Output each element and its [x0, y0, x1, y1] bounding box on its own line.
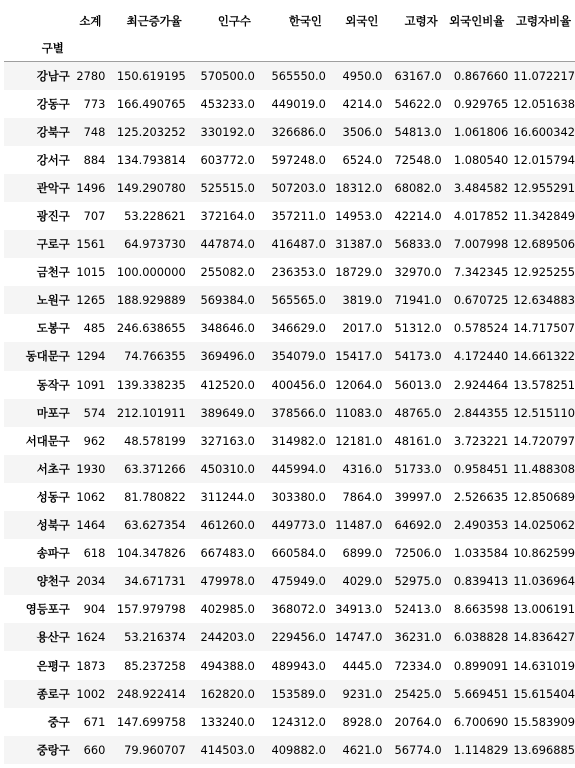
- table-row: [4, 623, 575, 651]
- table-row: [4, 146, 575, 174]
- table-cell: 525515.0: [200, 180, 255, 195]
- table-body: [4, 62, 575, 764]
- row-index-label: 송파구: [36, 546, 70, 561]
- table-cell: 1265: [76, 293, 106, 308]
- table-cell: 7.007998: [453, 237, 509, 252]
- table-cell: 14.661322: [513, 349, 575, 364]
- column-header-row: [4, 6, 575, 35]
- table-cell: 14.720797: [513, 433, 575, 448]
- table-cell: 4445.0: [342, 658, 383, 673]
- table-cell: 9231.0: [342, 686, 383, 701]
- table-cell: 72548.0: [394, 152, 442, 167]
- row-index-label: 서초구: [36, 461, 70, 476]
- table-cell: 52413.0: [394, 602, 442, 617]
- table-cell: 389649.0: [200, 405, 255, 420]
- table-row: [4, 455, 575, 483]
- column-header: 외국인: [345, 13, 379, 28]
- table-cell: 134.793814: [116, 152, 186, 167]
- row-index-label: 관악구: [36, 180, 70, 195]
- table-cell: 671: [83, 714, 106, 729]
- row-index-label: 노원구: [36, 293, 70, 308]
- table-cell: 4.172440: [453, 349, 509, 364]
- table-cell: 904: [83, 602, 106, 617]
- table-cell: 565550.0: [271, 68, 326, 83]
- table-cell: 56013.0: [394, 377, 442, 392]
- table-cell: 479978.0: [200, 574, 255, 589]
- row-index-label: 금천구: [36, 265, 70, 280]
- table-cell: 660: [83, 742, 106, 757]
- row-index-label: 강남구: [36, 68, 70, 83]
- table-row: [4, 651, 575, 679]
- table-cell: 133240.0: [200, 714, 255, 729]
- index-name-filler: [382, 35, 441, 62]
- dataframe-table: [4, 6, 575, 764]
- table-row: [4, 90, 575, 118]
- table-cell: 2.844355: [453, 405, 509, 420]
- index-name-filler: [255, 35, 326, 62]
- table-cell: 369496.0: [200, 349, 255, 364]
- table-cell: 2.924464: [453, 377, 509, 392]
- table-cell: 0.867660: [453, 68, 509, 83]
- table-cell: 1464: [76, 518, 106, 533]
- table-row: [4, 286, 575, 314]
- table-cell: 14.717507: [513, 321, 575, 336]
- table-cell: 4029.0: [342, 574, 383, 589]
- column-header: 한국인: [288, 13, 322, 28]
- table-cell: 314982.0: [271, 433, 326, 448]
- table-cell: 475949.0: [271, 574, 326, 589]
- table-row: [4, 483, 575, 511]
- table-cell: 212.101911: [116, 405, 186, 420]
- column-header: 최근증가율: [126, 13, 182, 28]
- table-cell: 962: [83, 433, 106, 448]
- table-cell: 71941.0: [394, 293, 442, 308]
- table-cell: 354079.0: [271, 349, 326, 364]
- table-cell: 8.663598: [453, 602, 509, 617]
- table-cell: 31387.0: [335, 237, 383, 252]
- table-cell: 412520.0: [200, 377, 255, 392]
- table-cell: 63.371266: [124, 461, 186, 476]
- table-cell: 6524.0: [342, 152, 383, 167]
- table-cell: 574: [83, 405, 106, 420]
- table-row: [4, 342, 575, 370]
- index-name-filler: [105, 35, 185, 62]
- table-cell: 494388.0: [200, 658, 255, 673]
- table-cell: 8928.0: [342, 714, 383, 729]
- column-header-blank: [4, 6, 70, 35]
- table-cell: 1561: [76, 237, 106, 252]
- table-row: [4, 427, 575, 455]
- row-index-label: 성동구: [36, 489, 70, 504]
- table-cell: 54622.0: [394, 96, 442, 111]
- table-cell: 569384.0: [200, 293, 255, 308]
- table-cell: 14953.0: [335, 209, 383, 224]
- table-cell: 1294: [76, 349, 106, 364]
- index-name-row: [4, 35, 575, 62]
- table-cell: 400456.0: [271, 377, 326, 392]
- table-cell: 15.583909: [513, 714, 575, 729]
- table-row: [4, 230, 575, 258]
- row-index-label: 성북구: [36, 518, 70, 533]
- table-cell: 20764.0: [394, 714, 442, 729]
- table-cell: 13.696885: [513, 742, 575, 757]
- index-name-filler: [442, 35, 509, 62]
- row-index-label: 영등포구: [25, 602, 70, 617]
- index-name-filler: [70, 35, 106, 62]
- index-name-filler: [326, 35, 382, 62]
- table-cell: 3506.0: [342, 124, 383, 139]
- table-cell: 7864.0: [342, 489, 383, 504]
- table-row: [4, 202, 575, 230]
- table-row: [4, 708, 575, 736]
- index-name-label: 구별: [41, 41, 64, 55]
- table-cell: 153589.0: [271, 686, 326, 701]
- table-cell: 565565.0: [271, 293, 326, 308]
- table-cell: 450310.0: [200, 461, 255, 476]
- table-cell: 229456.0: [271, 630, 326, 645]
- table-cell: 34913.0: [335, 602, 383, 617]
- table-cell: 14.836427: [513, 630, 575, 645]
- table-cell: 248.922414: [116, 686, 186, 701]
- column-header: 고령자비율: [515, 13, 571, 28]
- table-cell: 74.766355: [124, 349, 186, 364]
- table-cell: 884: [83, 152, 106, 167]
- table-cell: 13.578251: [513, 377, 575, 392]
- table-cell: 773: [83, 96, 106, 111]
- table-cell: 85.237258: [124, 658, 186, 673]
- table-cell: 53.228621: [124, 209, 186, 224]
- table-cell: 414503.0: [200, 742, 255, 757]
- table-cell: 188.929889: [116, 293, 186, 308]
- table-cell: 453233.0: [200, 96, 255, 111]
- table-cell: 72334.0: [394, 658, 442, 673]
- table-cell: 48.578199: [124, 433, 186, 448]
- table-cell: 11083.0: [335, 405, 383, 420]
- column-header: 고령자: [404, 13, 438, 28]
- table-row: [4, 118, 575, 146]
- table-cell: 104.347826: [116, 546, 186, 561]
- table-cell: 48765.0: [394, 405, 442, 420]
- table-row: [4, 314, 575, 342]
- table-cell: 4621.0: [342, 742, 383, 757]
- table-cell: 79.960707: [124, 742, 186, 757]
- table-cell: 14.025062: [513, 518, 575, 533]
- row-index-label: 용산구: [36, 630, 70, 645]
- table-cell: 14.631019: [513, 658, 575, 673]
- table-cell: 53.216374: [124, 630, 186, 645]
- table-cell: 157.979798: [116, 602, 186, 617]
- table-cell: 54813.0: [394, 124, 442, 139]
- row-index-label: 구로구: [36, 237, 70, 252]
- table-row: [4, 595, 575, 623]
- table-cell: 3.484582: [453, 180, 509, 195]
- table-cell: 11487.0: [335, 518, 383, 533]
- table-cell: 1.033584: [453, 546, 509, 561]
- table-cell: 36231.0: [394, 630, 442, 645]
- table-cell: 16.600342: [513, 124, 575, 139]
- table-cell: 7.342345: [453, 265, 509, 280]
- table-cell: 12.850689: [513, 489, 575, 504]
- table-cell: 618: [83, 546, 106, 561]
- table-cell: 12.015794: [513, 152, 575, 167]
- table-cell: 63167.0: [394, 68, 442, 83]
- table-cell: 0.670725: [453, 293, 509, 308]
- table-cell: 11.342849: [513, 209, 575, 224]
- table-cell: 11.488308: [513, 461, 575, 476]
- row-index-label: 서대문구: [25, 433, 70, 448]
- row-index-label: 동작구: [36, 377, 70, 392]
- table-cell: 125.203252: [116, 124, 186, 139]
- table-cell: 461260.0: [200, 518, 255, 533]
- table-cell: 357211.0: [271, 209, 326, 224]
- table-cell: 326686.0: [271, 124, 326, 139]
- table-cell: 1062: [76, 489, 106, 504]
- table-cell: 149.290780: [116, 180, 186, 195]
- table-header: [4, 6, 575, 62]
- table-cell: 2017.0: [342, 321, 383, 336]
- table-cell: 1.114829: [453, 742, 509, 757]
- table-cell: 4950.0: [342, 68, 383, 83]
- table-cell: 124312.0: [271, 714, 326, 729]
- row-index-label: 마포구: [36, 405, 70, 420]
- table-row: [4, 371, 575, 399]
- table-cell: 447874.0: [200, 237, 255, 252]
- table-cell: 255082.0: [200, 265, 255, 280]
- table-cell: 63.627354: [124, 518, 186, 533]
- row-index-label: 중구: [47, 714, 70, 729]
- table-cell: 660584.0: [271, 546, 326, 561]
- table-cell: 485: [83, 321, 106, 336]
- row-index-label: 양천구: [36, 574, 70, 589]
- table-cell: 1873: [76, 658, 106, 673]
- table-cell: 54173.0: [394, 349, 442, 364]
- row-index-label: 광진구: [36, 209, 70, 224]
- table-cell: 4214.0: [342, 96, 383, 111]
- table-cell: 372164.0: [200, 209, 255, 224]
- table-cell: 48161.0: [394, 433, 442, 448]
- table-cell: 18312.0: [335, 180, 383, 195]
- table-cell: 303380.0: [271, 489, 326, 504]
- table-cell: 32970.0: [394, 265, 442, 280]
- table-cell: 5.669451: [453, 686, 509, 701]
- row-index-label: 강북구: [36, 124, 70, 139]
- table-cell: 507203.0: [271, 180, 326, 195]
- row-index-label: 동대문구: [25, 349, 70, 364]
- table-cell: 327163.0: [200, 433, 255, 448]
- table-row: [4, 174, 575, 202]
- table-cell: 244203.0: [200, 630, 255, 645]
- row-index-label: 종로구: [36, 686, 70, 701]
- table-cell: 4316.0: [342, 461, 383, 476]
- table-cell: 1091: [76, 377, 106, 392]
- table-cell: 68082.0: [394, 180, 442, 195]
- table-row: [4, 399, 575, 427]
- table-cell: 51733.0: [394, 461, 442, 476]
- table-cell: 378566.0: [271, 405, 326, 420]
- table-cell: 597248.0: [271, 152, 326, 167]
- table-cell: 0.839413: [453, 574, 509, 589]
- table-cell: 348646.0: [200, 321, 255, 336]
- row-index-label: 중랑구: [36, 742, 70, 757]
- table-cell: 489943.0: [271, 658, 326, 673]
- table-cell: 15417.0: [335, 349, 383, 364]
- table-cell: 150.619195: [116, 68, 186, 83]
- table-row: [4, 258, 575, 286]
- table-cell: 368072.0: [271, 602, 326, 617]
- table-cell: 64692.0: [394, 518, 442, 533]
- table-cell: 12.051638: [513, 96, 575, 111]
- table-cell: 15.615404: [513, 686, 575, 701]
- table-cell: 416487.0: [271, 237, 326, 252]
- table-cell: 6.038828: [453, 630, 509, 645]
- table-cell: 0.958451: [453, 461, 509, 476]
- row-index-label: 도봉구: [36, 321, 70, 336]
- table-cell: 449773.0: [271, 518, 326, 533]
- table-cell: 52975.0: [394, 574, 442, 589]
- table-cell: 147.699758: [116, 714, 186, 729]
- table-cell: 12181.0: [335, 433, 383, 448]
- table-cell: 12.689506: [513, 237, 575, 252]
- table-cell: 6899.0: [342, 546, 383, 561]
- table-cell: 570500.0: [200, 68, 255, 83]
- table-cell: 12.634883: [513, 293, 575, 308]
- table-cell: 72506.0: [394, 546, 442, 561]
- table-cell: 1930: [76, 461, 106, 476]
- table-cell: 1624: [76, 630, 106, 645]
- row-index-label: 강서구: [36, 152, 70, 167]
- table-cell: 25425.0: [394, 686, 442, 701]
- table-cell: 56833.0: [394, 237, 442, 252]
- table-cell: 2034: [76, 574, 106, 589]
- table-row: [4, 736, 575, 764]
- table-cell: 13.006191: [513, 602, 575, 617]
- table-cell: 236353.0: [271, 265, 326, 280]
- table-cell: 81.780822: [124, 489, 186, 504]
- table-cell: 707: [83, 209, 106, 224]
- table-cell: 1496: [76, 180, 106, 195]
- table-cell: 56774.0: [394, 742, 442, 757]
- table-cell: 246.638655: [116, 321, 186, 336]
- table-cell: 330192.0: [200, 124, 255, 139]
- column-header: 외국인비율: [449, 13, 505, 28]
- table-cell: 100.000000: [116, 265, 186, 280]
- table-cell: 1.061806: [453, 124, 509, 139]
- row-index-label: 은평구: [36, 658, 70, 673]
- table-cell: 0.899091: [453, 658, 509, 673]
- table-cell: 166.490765: [116, 96, 186, 111]
- index-name-filler: [186, 35, 255, 62]
- table-cell: 64.973730: [124, 237, 186, 252]
- table-cell: 39997.0: [394, 489, 442, 504]
- table-cell: 51312.0: [394, 321, 442, 336]
- table-cell: 402985.0: [200, 602, 255, 617]
- table-cell: 4.017852: [453, 209, 509, 224]
- table-cell: 12.515110: [513, 405, 575, 420]
- table-cell: 409882.0: [271, 742, 326, 757]
- table-cell: 2780: [76, 68, 106, 83]
- row-index-label: 강동구: [36, 96, 70, 111]
- table-cell: 748: [83, 124, 106, 139]
- table-cell: 18729.0: [335, 265, 383, 280]
- table-row: [4, 511, 575, 539]
- table-cell: 11.036964: [513, 574, 575, 589]
- table-cell: 603772.0: [200, 152, 255, 167]
- table-cell: 449019.0: [271, 96, 326, 111]
- table-cell: 346629.0: [271, 321, 326, 336]
- table-cell: 162820.0: [200, 686, 255, 701]
- table-cell: 445994.0: [271, 461, 326, 476]
- table-cell: 10.862599: [513, 546, 575, 561]
- table-cell: 12064.0: [335, 377, 383, 392]
- table-cell: 34.671731: [124, 574, 186, 589]
- table-row: [4, 62, 575, 90]
- table-cell: 0.929765: [453, 96, 509, 111]
- table-cell: 2.490353: [453, 518, 509, 533]
- column-header: 인구수: [217, 13, 251, 28]
- table-cell: 1015: [76, 265, 106, 280]
- table-cell: 12.925255: [513, 265, 575, 280]
- table-cell: 12.955291: [513, 180, 575, 195]
- column-header: 소계: [79, 13, 102, 28]
- table-cell: 311244.0: [200, 489, 255, 504]
- table-cell: 2.526635: [453, 489, 509, 504]
- table-cell: 667483.0: [200, 546, 255, 561]
- table-cell: 6.700690: [453, 714, 509, 729]
- table-cell: 42214.0: [394, 209, 442, 224]
- table-cell: 3819.0: [342, 293, 383, 308]
- table-cell: 11.072217: [513, 68, 575, 83]
- table-cell: 14747.0: [335, 630, 383, 645]
- table-cell: 1.080540: [453, 152, 509, 167]
- table-row: [4, 539, 575, 567]
- table-row: [4, 567, 575, 595]
- table-cell: 3.723221: [453, 433, 509, 448]
- table-row: [4, 680, 575, 708]
- table-cell: 1002: [76, 686, 106, 701]
- index-name-filler: [508, 35, 575, 62]
- table-cell: 139.338235: [116, 377, 186, 392]
- table-cell: 0.578524: [453, 321, 509, 336]
